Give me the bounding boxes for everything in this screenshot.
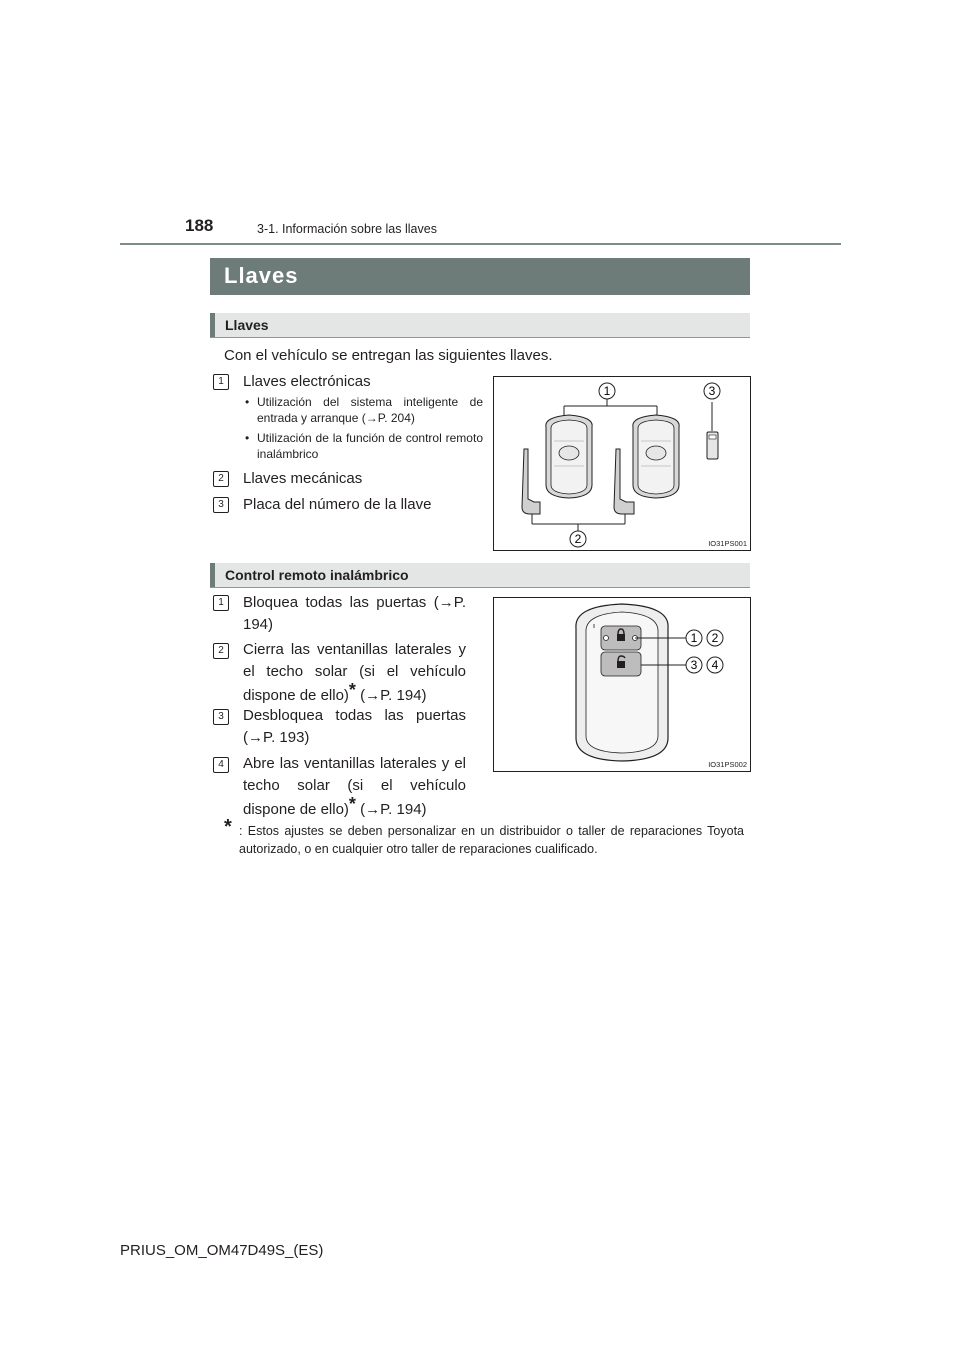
keys-item-mechanical: Llaves mecánicas [243, 470, 363, 487]
callout-3: 3 [708, 384, 716, 398]
section-header: 3-1. Información sobre las llaves [257, 222, 437, 236]
figure-code: IO31PS002 [708, 760, 747, 769]
remote-item-close-windows [243, 639, 466, 707]
keys-illustration [494, 377, 750, 550]
keys-bullet-remote: • Utilización de la función de control remoto inalámbrico [257, 430, 483, 462]
page-title-bar [210, 258, 750, 295]
item-number: 3 [213, 709, 229, 725]
asterisk-mark: * [348, 794, 356, 814]
keys-item-electronic: Llaves electrónicas [243, 373, 371, 390]
remote-item-open-windows [243, 753, 466, 821]
item-number: 1 [213, 595, 229, 611]
item-number: 3 [213, 497, 229, 513]
keys-subheading [210, 313, 750, 338]
callout-3: 3 [690, 658, 698, 672]
remote-subheading-text: Control remoto inalámbrico [225, 567, 409, 583]
callout-1: 1 [690, 631, 698, 645]
footnote-text: : Estos ajustes se deben personalizar en un distribuidor o taller de reparaciones Toyota autorizado, o en cualquier otro taller de reparaciones cualificado. [239, 824, 744, 856]
header-rule [120, 243, 841, 245]
remote-item-unlock: Desbloquea todas las puertas (→P. 193) [243, 707, 466, 746]
footnote-asterisk: * [224, 816, 232, 838]
item-number: 2 [213, 643, 229, 659]
footnote [224, 816, 744, 858]
item-number: 2 [213, 471, 229, 487]
callout-2: 2 [711, 631, 719, 645]
remote-item-lock: Bloquea todas las puertas (→P. 194) [243, 594, 466, 633]
keys-intro: Con el vehículo se entregan las siguientes llaves. [224, 347, 553, 364]
item-number: 1 [213, 374, 229, 390]
remote-figure [493, 597, 751, 772]
remote-item-open-windows-ref: (→P. 194) [355, 801, 427, 818]
callout-1: 1 [603, 384, 611, 398]
page-number: 188 [185, 216, 214, 235]
callout-4: 4 [711, 658, 719, 672]
keys-figure [493, 376, 751, 551]
keys-bullet-smart-entry: • Utilización del sistema inteligente de entrada y arranque (→P. 204) [257, 394, 483, 426]
remote-item-close-windows-text: Cierra las ventanillas laterales y el techo solar (si el vehículo dispone de ello) [243, 641, 466, 704]
figure-code: IO31PS001 [708, 539, 747, 548]
page-title: Llaves [224, 263, 299, 288]
asterisk-mark: * [348, 680, 356, 700]
callout-2: 2 [574, 532, 582, 546]
keys-subheading-text: Llaves [225, 317, 269, 333]
remote-item-open-windows-text: Abre las ventanillas laterales y el techo solar (si el vehículo dispone de ello) [243, 755, 466, 818]
remote-item-close-windows-ref: (→P. 194) [355, 687, 427, 704]
keys-item-plate: Placa del número de la llave [243, 496, 432, 513]
footer-doc-code: PRIUS_OM_OM47D49S_(ES) [120, 1242, 324, 1259]
item-number: 4 [213, 757, 229, 773]
remote-illustration [494, 598, 750, 771]
remote-subheading [210, 563, 750, 588]
